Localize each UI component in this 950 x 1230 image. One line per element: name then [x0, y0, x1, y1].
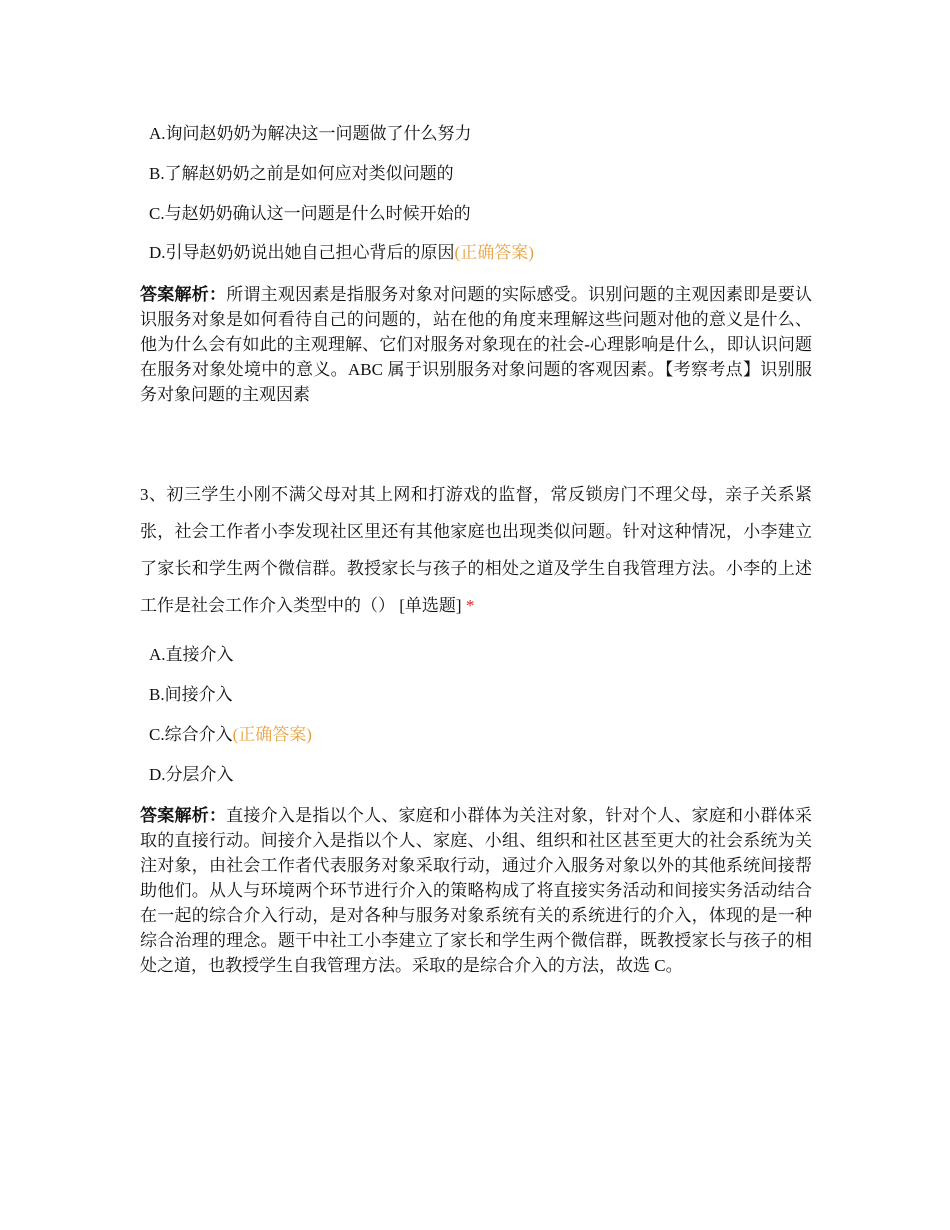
q2-option-c — [149, 203, 471, 225]
q2-option-c-text: C.与赵奶奶确认这一问题是什么时候开始的 — [149, 204, 471, 223]
q3-required-mark: * — [465, 596, 475, 615]
q2-option-b-text: B.了解赵奶奶之前是如何应对类似问题的 — [149, 164, 454, 183]
q3-question — [140, 476, 812, 624]
q2-option-a-text: A.询问赵奶奶为解决这一问题做了什么努力 — [149, 124, 472, 143]
q3-correct-answer-mark: (正确答案) — [232, 725, 312, 744]
q3-analysis — [140, 803, 812, 978]
q2-option-a — [149, 123, 472, 145]
q2-analysis-label: 答案解析： — [140, 285, 227, 304]
q3-option-b-text: B.间接介入 — [149, 685, 233, 704]
q3-analysis-label: 答案解析： — [140, 806, 227, 825]
q2-option-b — [149, 163, 454, 185]
q3-option-a — [149, 644, 234, 666]
q3-option-c-text: C.综合介入 — [149, 725, 233, 744]
q2-option-d — [149, 242, 534, 264]
q2-analysis-text: 所谓主观因素是指服务对象对问题的实际感受。识别问题的主观因素即是要认识服务对象是如何看待自己的问题的，站在他的角度来理解这些问题对他的意义是什么、他为什么会有如此的主观理解、它们对服务对象现在的社会-心理影响是什么，即认识问题在服务对象处境中的意义。ABC 属于识别服务对象问题的客观因素。【考察考点】识别服务对象问题的主观因素 — [140, 285, 813, 404]
q3-question-text: 3、初三学生小刚不满父母对其上网和打游戏的监督，常反锁房门不理父母，亲子关系紧张，社会工作者小李发现社区里还有其他家庭也出现类似问题。针对这种情况，小李建立了家长和学生两个微信群。教授家长与孩子的相处之道及学生自我管理方法。小李的上述工作是社会工作介入类型中的（） — [140, 485, 812, 615]
q3-option-a-text: A.直接介入 — [149, 645, 234, 664]
q3-option-c — [149, 724, 312, 746]
q3-option-d — [149, 764, 234, 786]
q3-option-b — [149, 684, 233, 706]
q2-option-d-text: D.引导赵奶奶说出她自己担心背后的原因 — [149, 243, 455, 262]
q2-correct-answer-mark: (正确答案) — [454, 243, 534, 262]
q3-analysis-text: 直接介入是指以个人、家庭和小群体为关注对象，针对个人、家庭和小群体采取的直接行动。间接介入是指以个人、家庭、小组、组织和社区甚至更大的社会系统为关注对象，由社会工作者代表服务对象采取行动，通过介入服务对象以外的其他系统间接帮助他们。从人与环境两个环节进行介入的策略构成了将直接实务活动和间接实务活动结合在一起的综合介入行动，是对各种与服务对象系统有关的系统进行的介入，体现的是一种综合治理的理念。题干中社工小李建立了家长和学生两个微信群，既教授家长与孩子的相处之道，也教授学生自我管理方法。采取的是综合介入的方法，故选 C。 — [140, 806, 813, 975]
q3-question-type: [单选题] — [399, 596, 462, 615]
q2-analysis — [140, 282, 812, 407]
q3-option-d-text: D.分层介入 — [149, 765, 234, 784]
